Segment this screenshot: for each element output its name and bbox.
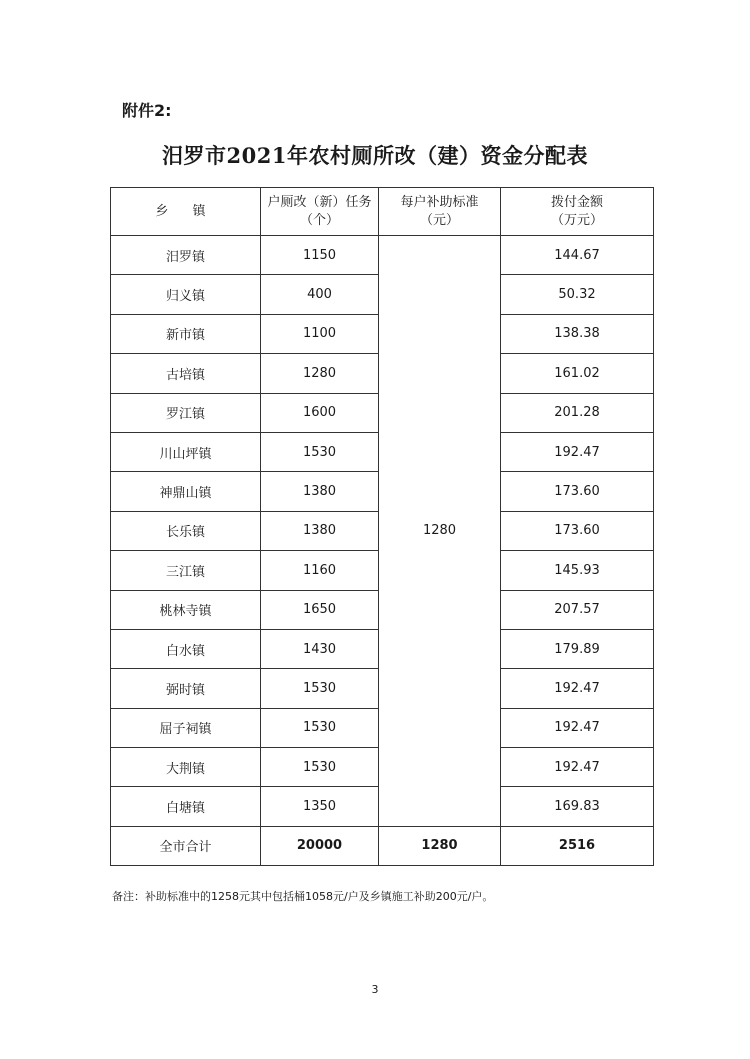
cell-amount: 145.93 bbox=[501, 551, 654, 590]
cell-amount: 179.89 bbox=[501, 629, 654, 668]
cell-task: 1160 bbox=[261, 551, 379, 590]
header-subsidy-line2: （元） bbox=[419, 212, 459, 228]
cell-town: 归义镇 bbox=[111, 275, 261, 314]
cell-amount: 144.67 bbox=[501, 236, 654, 275]
total-subsidy: 1280 bbox=[379, 826, 501, 865]
cell-task: 1380 bbox=[261, 472, 379, 511]
page-number: 3 bbox=[371, 983, 379, 996]
cell-town: 白塘镇 bbox=[111, 787, 261, 826]
header-subsidy bbox=[379, 188, 501, 236]
cell-town: 新市镇 bbox=[111, 314, 261, 353]
cell-amount: 201.28 bbox=[501, 393, 654, 432]
cell-amount: 161.02 bbox=[501, 354, 654, 393]
header-task bbox=[261, 188, 379, 236]
cell-task: 1100 bbox=[261, 314, 379, 353]
table-total-row bbox=[111, 826, 654, 865]
allocation-table bbox=[110, 187, 654, 866]
page-title: 汨罗市2021年农村厕所改（建）资金分配表 bbox=[162, 143, 588, 168]
header-amount bbox=[501, 188, 654, 236]
cell-town: 神鼎山镇 bbox=[111, 472, 261, 511]
cell-subsidy-standard: 1280 bbox=[379, 236, 501, 827]
cell-amount: 192.47 bbox=[501, 669, 654, 708]
table-row bbox=[111, 236, 654, 275]
cell-town: 屈子祠镇 bbox=[111, 708, 261, 747]
table-header-row bbox=[111, 188, 654, 236]
cell-town: 白水镇 bbox=[111, 629, 261, 668]
cell-town: 汨罗镇 bbox=[111, 236, 261, 275]
total-amount: 2516 bbox=[501, 826, 654, 865]
cell-town: 罗江镇 bbox=[111, 393, 261, 432]
cell-amount: 169.83 bbox=[501, 787, 654, 826]
cell-amount: 192.47 bbox=[501, 748, 654, 787]
cell-town: 桃林寺镇 bbox=[111, 590, 261, 629]
cell-task: 1150 bbox=[261, 236, 379, 275]
cell-task: 1530 bbox=[261, 669, 379, 708]
cell-task: 400 bbox=[261, 275, 379, 314]
cell-task: 1350 bbox=[261, 787, 379, 826]
header-amount-line1: 拨付金额 bbox=[550, 194, 603, 210]
cell-amount: 207.57 bbox=[501, 590, 654, 629]
cell-task: 1600 bbox=[261, 393, 379, 432]
cell-amount: 192.47 bbox=[501, 432, 654, 471]
cell-task: 1430 bbox=[261, 629, 379, 668]
header-task-line2: （个） bbox=[299, 212, 339, 228]
cell-task: 1530 bbox=[261, 708, 379, 747]
total-label: 全市合计 bbox=[111, 826, 261, 865]
footnote: 备注：补助标准中的1258元其中包括桶1058元/户及乡镇施工补助200元/户。 bbox=[112, 890, 494, 903]
total-task: 20000 bbox=[261, 826, 379, 865]
cell-amount: 50.32 bbox=[501, 275, 654, 314]
cell-town: 川山坪镇 bbox=[111, 432, 261, 471]
cell-task: 1530 bbox=[261, 432, 379, 471]
cell-task: 1530 bbox=[261, 748, 379, 787]
attachment-label: 附件2: bbox=[122, 101, 172, 120]
cell-amount: 138.38 bbox=[501, 314, 654, 353]
header-town: 乡 镇 bbox=[111, 188, 261, 236]
cell-amount: 173.60 bbox=[501, 511, 654, 550]
cell-town: 大荆镇 bbox=[111, 748, 261, 787]
header-task-line1: 户厕改（新）任务 bbox=[267, 194, 372, 210]
cell-town: 三江镇 bbox=[111, 551, 261, 590]
cell-town: 古培镇 bbox=[111, 354, 261, 393]
header-subsidy-line1: 每户补助标准 bbox=[400, 194, 479, 210]
cell-task: 1280 bbox=[261, 354, 379, 393]
cell-task: 1380 bbox=[261, 511, 379, 550]
header-amount-line2: （万元） bbox=[550, 212, 603, 228]
cell-amount: 173.60 bbox=[501, 472, 654, 511]
cell-task: 1650 bbox=[261, 590, 379, 629]
cell-town: 长乐镇 bbox=[111, 511, 261, 550]
cell-amount: 192.47 bbox=[501, 708, 654, 747]
cell-town: 弼时镇 bbox=[111, 669, 261, 708]
